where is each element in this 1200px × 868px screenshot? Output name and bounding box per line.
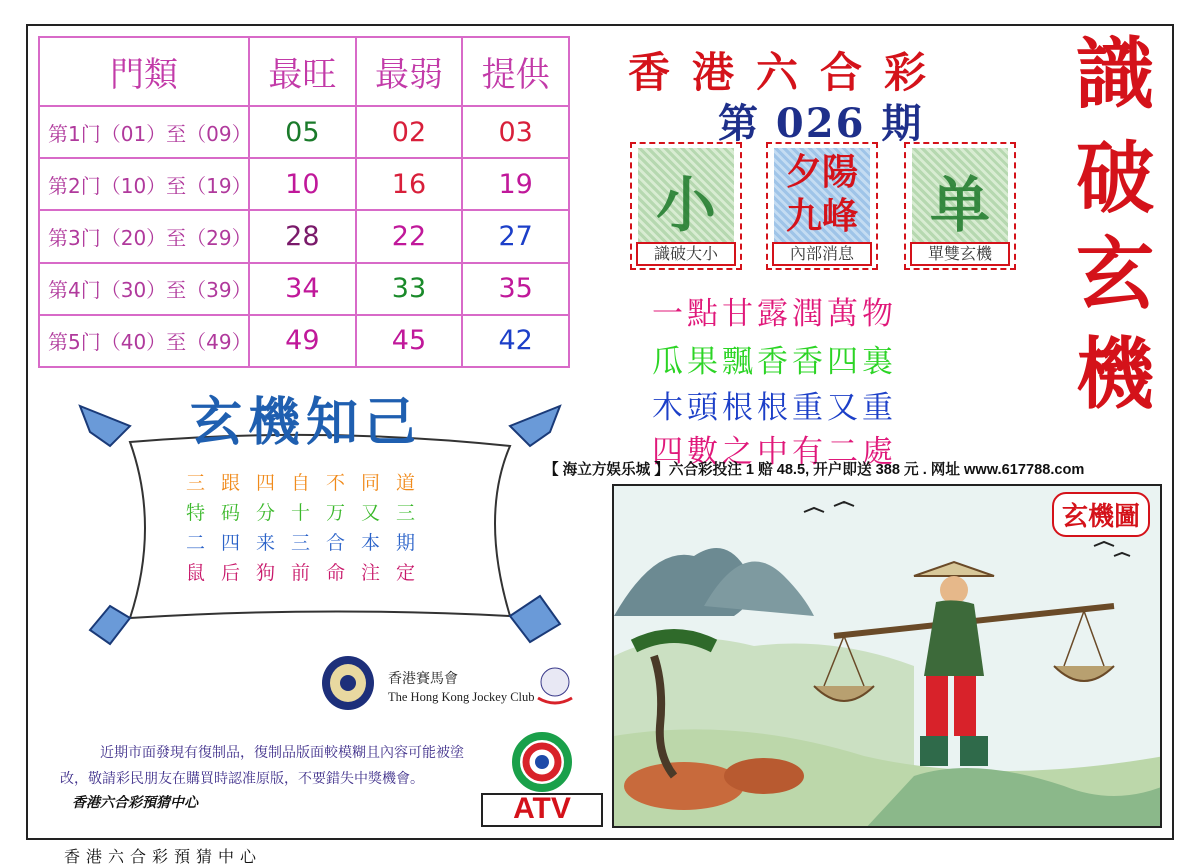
picture-label: 玄機圖 (1052, 492, 1150, 537)
riddle-illustration (612, 484, 1162, 828)
offer-cell: 03 (462, 106, 569, 158)
hint-glyph: 夕陽九峰 (785, 151, 858, 237)
table-row (39, 315, 569, 367)
best-cell: 34 (249, 263, 356, 315)
hint-box-size (630, 142, 742, 270)
illustration-scene (614, 486, 1162, 828)
issue-number: 第 026 期 (718, 100, 924, 147)
column-header: 提供 (462, 37, 569, 106)
range-cell: 第5门（40）至（49） (39, 315, 249, 367)
hint-box-odd-even (904, 142, 1016, 270)
scroll-verse-line: 二四来三合本期 (186, 532, 432, 554)
range-cell: 第1门（01）至（09） (39, 106, 249, 158)
range-cell: 第2门（10）至（19） (39, 158, 249, 210)
column-header: 門類 (39, 37, 249, 106)
poster-title: 香港六合彩 (628, 48, 949, 97)
column-header: 最旺 (249, 37, 356, 106)
offer-cell: 42 (462, 315, 569, 367)
table-row (39, 106, 569, 158)
hint-glyph: 单 (930, 171, 990, 241)
jockey-club-english: The Hong Kong Jockey Club (388, 690, 535, 704)
side-title-char: 機 (1075, 329, 1154, 420)
footer-text: 香港六合彩預猜中心 (64, 847, 263, 866)
hint-box-inside (766, 142, 878, 270)
hint-glyph: 小 (656, 171, 716, 241)
table-row (39, 210, 569, 262)
hint-caption: 單雙玄機 (910, 242, 1010, 266)
scroll-verse-line: 三跟四自不同道 (186, 472, 432, 494)
poem-line: 瓜果飄香香四裏 (652, 344, 897, 380)
signature: 香港六合彩預猜中心 (72, 795, 198, 811)
best-cell: 10 (249, 158, 356, 210)
offer-cell: 27 (462, 210, 569, 262)
number-table (38, 36, 570, 368)
weak-cell: 45 (356, 315, 463, 367)
range-cell: 第3门（20）至（29） (39, 210, 249, 262)
jockey-club-logo (320, 654, 376, 712)
scroll-title: 玄機知己 (190, 392, 423, 453)
weak-cell: 02 (356, 106, 463, 158)
atv-logo (480, 728, 604, 828)
offer-cell: 19 (462, 158, 569, 210)
hint-caption: 內部消息 (772, 242, 872, 266)
side-title-char: 識 (1075, 29, 1154, 120)
jockey-club-name: 香港賽馬會 (388, 671, 458, 687)
weak-cell: 16 (356, 158, 463, 210)
weak-cell: 33 (356, 263, 463, 315)
mark-six-logo (532, 664, 578, 708)
side-title-char: 玄 (1075, 229, 1154, 320)
scroll-verse-line: 特码分十万又三 (186, 502, 432, 524)
table-row (39, 158, 569, 210)
hint-caption: 識破大小 (636, 242, 736, 266)
table-row (39, 263, 569, 315)
advert-banner: 【 海立方娱乐城 】六合彩投注 1 赔 48.5, 开户即送 388 元 . 网址 www.617788.com (544, 462, 1085, 478)
table-header-row (39, 37, 569, 106)
range-cell: 第4门（30）至（39） (39, 263, 249, 315)
best-cell: 28 (249, 210, 356, 262)
best-cell: 49 (249, 315, 356, 367)
poem-line: 一點甘露潤萬物 (652, 296, 897, 332)
authenticity-notice: 近期市面發現有復制品，復制品版面較模糊且內容可能被塗改，敬請彩民朋友在購買時認准原版，不要錯失中獎機會。 (60, 745, 464, 787)
offer-cell: 35 (462, 263, 569, 315)
poem-line: 木頭根根重又重 (652, 390, 897, 426)
atv-text: ATV (513, 792, 571, 825)
best-cell: 05 (249, 106, 356, 158)
poem-line: 四數之中有二處 (652, 434, 897, 470)
scroll-verse-line: 鼠后狗前命注定 (186, 562, 432, 584)
side-title-char: 破 (1075, 133, 1154, 224)
column-header: 最弱 (356, 37, 463, 106)
weak-cell: 22 (356, 210, 463, 262)
